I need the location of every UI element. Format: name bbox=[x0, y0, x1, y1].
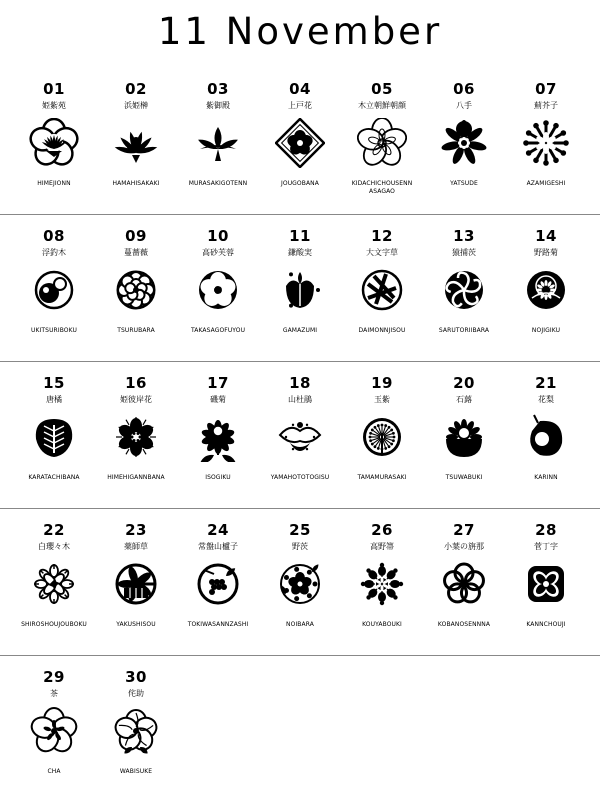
kouyabouki-crest-icon bbox=[357, 559, 407, 609]
crest-card bbox=[341, 521, 423, 649]
day-number: 03 bbox=[207, 80, 229, 98]
flower-name-kanji: 玉紫 bbox=[374, 395, 390, 404]
flower-name-kanji: 蔓薔薇 bbox=[124, 248, 148, 257]
day-number: 04 bbox=[289, 80, 311, 98]
sarutoriibara-crest-icon bbox=[439, 265, 489, 315]
karin-crest-icon bbox=[521, 412, 571, 462]
flower-name-romaji: AZAMIGESHI bbox=[526, 180, 566, 187]
day-number: 10 bbox=[207, 227, 229, 245]
flower-name-romaji: WABISUKE bbox=[119, 768, 153, 775]
flower-name-romaji: JOUGOBANA bbox=[281, 180, 319, 187]
crest-card bbox=[177, 374, 259, 502]
flower-name-kanji: 薊芥子 bbox=[534, 101, 558, 110]
crest-card bbox=[259, 227, 341, 355]
flower-name-kanji: 大文字草 bbox=[366, 248, 398, 257]
day-number: 21 bbox=[535, 374, 557, 392]
flower-name-romaji: YATSUDE bbox=[450, 180, 478, 187]
flower-name-romaji: SHIROSHOUJOUBOKU bbox=[21, 621, 87, 628]
flower-name-romaji: KARINN bbox=[534, 474, 558, 481]
crest-card bbox=[259, 521, 341, 649]
day-number: 05 bbox=[371, 80, 393, 98]
crest-card bbox=[177, 521, 259, 649]
flower-name-romaji: TOKIWASANNZASHI bbox=[187, 621, 249, 628]
takasagofuyou-crest-icon bbox=[193, 265, 243, 315]
flower-name-kanji: 野路菊 bbox=[534, 248, 558, 257]
kidachichousenasagao-crest-icon bbox=[357, 118, 407, 168]
flower-name-kanji: 茶 bbox=[50, 689, 58, 698]
flower-name-kanji: 小葉の旃那 bbox=[444, 542, 484, 551]
flower-name-kanji: 姫彼岸花 bbox=[120, 395, 152, 404]
crest-row bbox=[13, 656, 587, 803]
crest-card bbox=[95, 521, 177, 649]
crest-card bbox=[341, 80, 423, 208]
crest-card bbox=[13, 521, 95, 649]
day-number: 20 bbox=[453, 374, 475, 392]
murasakigoten-crest-icon bbox=[193, 118, 243, 168]
flower-name-romaji: HIMEHIGANNBANA bbox=[107, 474, 165, 481]
tsurubara-crest-icon bbox=[111, 265, 161, 315]
day-number: 02 bbox=[125, 80, 147, 98]
flower-name-kanji: 常盤山櫨子 bbox=[198, 542, 238, 551]
flower-name-kanji: 磯菊 bbox=[210, 395, 226, 404]
crest-card bbox=[341, 227, 423, 355]
day-number: 17 bbox=[207, 374, 229, 392]
flower-name-kanji: 鎌酸実 bbox=[288, 248, 312, 257]
flower-name-romaji: NOIBARA bbox=[286, 621, 314, 628]
flower-name-kanji: 野茨 bbox=[292, 542, 308, 551]
flower-name-romaji: KOBANOSENNNA bbox=[437, 621, 491, 628]
jougobana-crest-icon bbox=[275, 118, 325, 168]
tamamurasaki-crest-icon bbox=[357, 412, 407, 462]
day-number: 01 bbox=[43, 80, 65, 98]
day-number: 07 bbox=[535, 80, 557, 98]
page-title: 11 November bbox=[157, 10, 443, 53]
day-number: 28 bbox=[535, 521, 557, 539]
karatachibana-crest-icon bbox=[29, 412, 79, 462]
crest-card bbox=[177, 227, 259, 355]
day-number: 16 bbox=[125, 374, 147, 392]
azamigeshi-crest-icon bbox=[521, 118, 571, 168]
crest-card bbox=[13, 668, 95, 796]
crest-card bbox=[177, 80, 259, 208]
flower-name-kanji: 高野箒 bbox=[370, 542, 394, 551]
tokiwasanzashi-crest-icon bbox=[193, 559, 243, 609]
crest-card bbox=[341, 374, 423, 502]
flower-name-romaji: CHA bbox=[47, 768, 61, 775]
flower-name-kanji: 花梨 bbox=[538, 395, 554, 404]
flower-name-romaji: MURASAKIGOTENN bbox=[188, 180, 248, 187]
day-number: 06 bbox=[453, 80, 475, 98]
flower-name-kanji: 八手 bbox=[456, 101, 472, 110]
flower-name-romaji: DAIMONNJISOU bbox=[358, 327, 406, 334]
flower-name-romaji: KIDACHICHOUSENN ASAGAO bbox=[351, 180, 413, 195]
flower-name-kanji: 上戸花 bbox=[288, 101, 312, 110]
crest-card bbox=[505, 80, 587, 208]
himejion-crest-icon bbox=[29, 118, 79, 168]
crest-row bbox=[13, 68, 587, 215]
yamahototogisu-crest-icon bbox=[275, 412, 325, 462]
flower-name-romaji: GAMAZUMI bbox=[282, 327, 318, 334]
flower-name-romaji: HIMEJIONN bbox=[37, 180, 71, 187]
day-number: 14 bbox=[535, 227, 557, 245]
flower-name-kanji: 紫御殿 bbox=[206, 101, 230, 110]
crest-card bbox=[95, 227, 177, 355]
flower-name-kanji: 山杜鵑 bbox=[288, 395, 312, 404]
day-number: 25 bbox=[289, 521, 311, 539]
flower-name-romaji: YAMAHOTOTOGISU bbox=[270, 474, 330, 481]
flower-name-kanji: 浜姫榊 bbox=[124, 101, 148, 110]
kanchouji-crest-icon bbox=[521, 559, 571, 609]
day-number: 18 bbox=[289, 374, 311, 392]
day-number: 26 bbox=[371, 521, 393, 539]
tsuwabuki-crest-icon bbox=[439, 412, 489, 462]
day-number: 23 bbox=[125, 521, 147, 539]
flower-name-kanji: 浮釣木 bbox=[42, 248, 66, 257]
flower-name-romaji: KARATACHIBANA bbox=[28, 474, 80, 481]
crest-card bbox=[423, 521, 505, 649]
shiroshoujouboku-crest-icon bbox=[29, 559, 79, 609]
flower-name-kanji: 侘助 bbox=[128, 689, 144, 698]
flower-name-kanji: 唐橘 bbox=[46, 395, 62, 404]
crest-card bbox=[505, 374, 587, 502]
crest-row bbox=[13, 362, 587, 509]
day-number: 29 bbox=[43, 668, 65, 686]
flower-name-kanji: 菅丁字 bbox=[534, 542, 558, 551]
day-number: 22 bbox=[43, 521, 65, 539]
flower-name-romaji: TSURUBARA bbox=[117, 327, 155, 334]
crest-card bbox=[95, 668, 177, 796]
day-number: 09 bbox=[125, 227, 147, 245]
crest-card bbox=[13, 374, 95, 502]
crest-card bbox=[95, 80, 177, 208]
crest-card bbox=[95, 374, 177, 502]
wabisuke-crest-icon bbox=[111, 706, 161, 756]
cha-crest-icon bbox=[29, 706, 79, 756]
flower-name-kanji: 姫紫苑 bbox=[42, 101, 66, 110]
day-number: 15 bbox=[43, 374, 65, 392]
day-number: 13 bbox=[453, 227, 475, 245]
flower-name-kanji: 猿捕茨 bbox=[452, 248, 476, 257]
flower-name-romaji: KOUYABOUKI bbox=[362, 621, 402, 628]
flower-name-romaji: KANNCHOUJI bbox=[526, 621, 566, 628]
crest-card bbox=[505, 521, 587, 649]
flower-name-romaji: HAMAHISAKAKI bbox=[112, 180, 160, 187]
crest-card bbox=[423, 227, 505, 355]
crest-card bbox=[423, 80, 505, 208]
day-number: 12 bbox=[371, 227, 393, 245]
crest-row bbox=[13, 509, 587, 656]
flower-name-romaji: TAMAMURASAKI bbox=[357, 474, 407, 481]
gamazumi-crest-icon bbox=[275, 265, 325, 315]
flower-name-romaji: UKITSURIBOKU bbox=[31, 327, 77, 334]
yatsude-crest-icon bbox=[439, 118, 489, 168]
daimonjisou-crest-icon bbox=[357, 265, 407, 315]
flower-name-kanji: 薬師草 bbox=[124, 542, 148, 551]
crest-card bbox=[505, 227, 587, 355]
ukitsuriboku-crest-icon bbox=[29, 265, 79, 315]
crest-grid bbox=[13, 68, 587, 803]
flower-name-kanji: 白瓔々木 bbox=[38, 542, 70, 551]
day-number: 30 bbox=[125, 668, 147, 686]
day-number: 08 bbox=[43, 227, 65, 245]
crest-card bbox=[259, 80, 341, 208]
crest-card bbox=[13, 80, 95, 208]
crest-card bbox=[259, 374, 341, 502]
day-number: 27 bbox=[453, 521, 475, 539]
flower-name-romaji: TAKASAGOFUYOU bbox=[190, 327, 246, 334]
flower-name-romaji: ISOGIKU bbox=[205, 474, 231, 481]
day-number: 24 bbox=[207, 521, 229, 539]
flower-name-romaji: NOJIGIKU bbox=[531, 327, 561, 334]
flower-name-romaji: TSUWABUKI bbox=[445, 474, 483, 481]
hamahisakaki-crest-icon bbox=[111, 118, 161, 168]
day-number: 11 bbox=[289, 227, 311, 245]
flower-name-kanji: 高砂芙蓉 bbox=[202, 248, 234, 257]
flower-name-kanji: 木立朝鮮朝顔 bbox=[358, 101, 406, 110]
yakushisou-crest-icon bbox=[111, 559, 161, 609]
flower-name-kanji: 石蕗 bbox=[456, 395, 472, 404]
crest-card bbox=[423, 374, 505, 502]
crest-card bbox=[13, 227, 95, 355]
flower-name-romaji: YAKUSHISOU bbox=[116, 621, 156, 628]
crest-row bbox=[13, 215, 587, 362]
flower-name-romaji: SARUTORIIBARA bbox=[438, 327, 490, 334]
noibara-crest-icon bbox=[275, 559, 325, 609]
nojigiku-crest-icon bbox=[521, 265, 571, 315]
himehiganbana-crest-icon bbox=[111, 412, 161, 462]
kobanosenna-crest-icon bbox=[439, 559, 489, 609]
day-number: 19 bbox=[371, 374, 393, 392]
isogiku-crest-icon bbox=[193, 412, 243, 462]
